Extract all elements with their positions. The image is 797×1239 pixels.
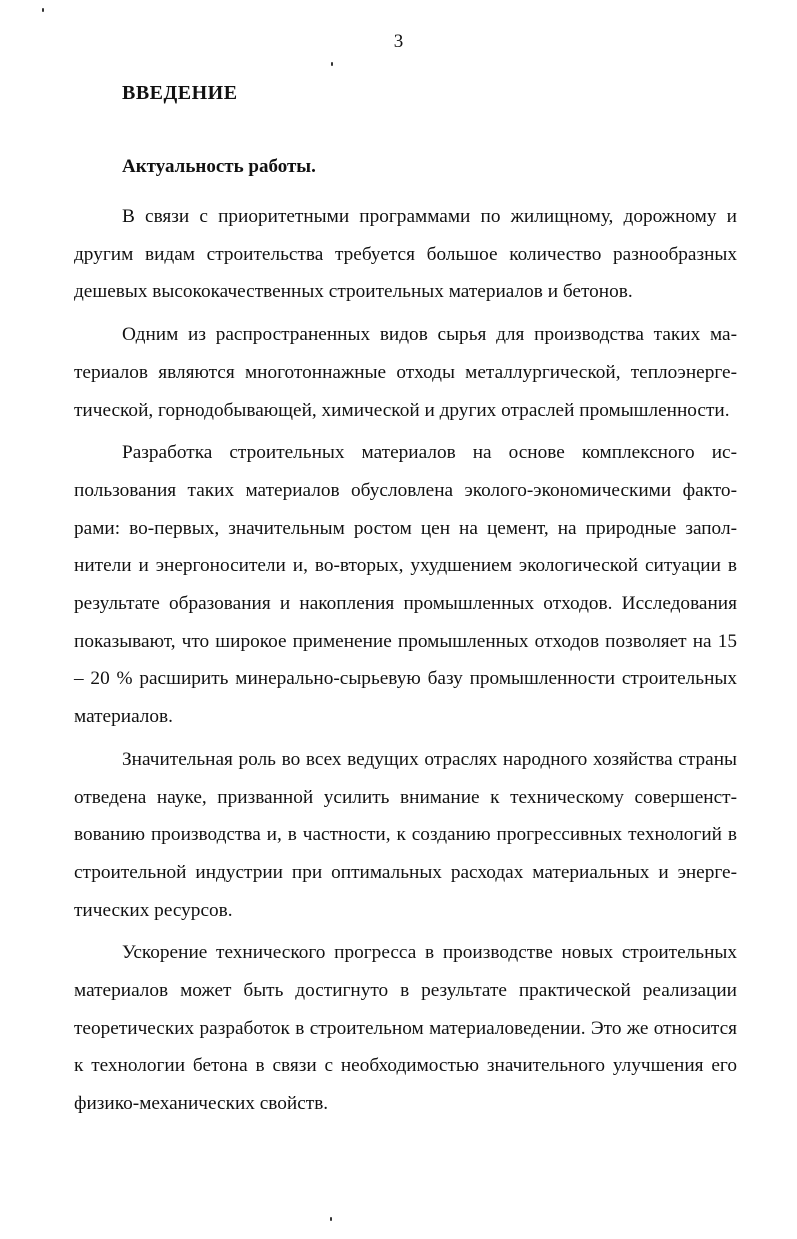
body-text [74, 198, 737, 1123]
page-number: 3 [393, 31, 404, 52]
paragraph: Одним из распространенных видов сырья для производства таких материалов являются многотоннажные отходы металлургической, теплоэнергетической, горнодобывающей, химической и других отраслей промышленности. [74, 324, 737, 421]
paragraph: В связи с приоритетными программами по жилищному, дорожному и другим видам строительства требуется большое количество разнообразных дешевых высококачественных строительных материалов и бетонов. [74, 206, 737, 303]
section-heading: ВВЕДЕНИЕ [122, 82, 238, 104]
paragraph: Ускорение технического прогресса в производстве новых строительных материалов может быть достигнуто в результате практической реализации теоретических разработок в строительном материаловедении. Это же относится к технологии бетона в связи с необходимостью значительного улучшения его физико-механических свойств. [74, 942, 737, 1115]
scan-speck [42, 8, 44, 12]
paragraph: Значительная роль во всех ведущих отраслях народного хозяйства страны отведена науке, призванной усилить внимание к техническому совершенствованию производства и, в частности, к созданию прогрессивных технологий в строительной индустрии при оптимальных расходах материальных и энергетических ресурсов. [74, 748, 737, 921]
scan-speck [331, 62, 333, 66]
scan-speck [330, 1217, 332, 1221]
paragraph: Разработка строительных материалов на основе комплексного использования таких материалов обусловлена эколого-экономическими факторами: во-первых, значительным ростом цен на цемент, на природные заполнители и энергоносители и, во-вторых, ухудшением экологической ситуации в результате образования и накопления промышленных отходов. Исследования показывают, что широкое применение промышленных отходов позволяет на 15 – 20 % расширить минерально-сырьевую базу промышленности строительных материалов. [74, 442, 737, 728]
section-subheading: Актуальность работы. [122, 156, 316, 177]
